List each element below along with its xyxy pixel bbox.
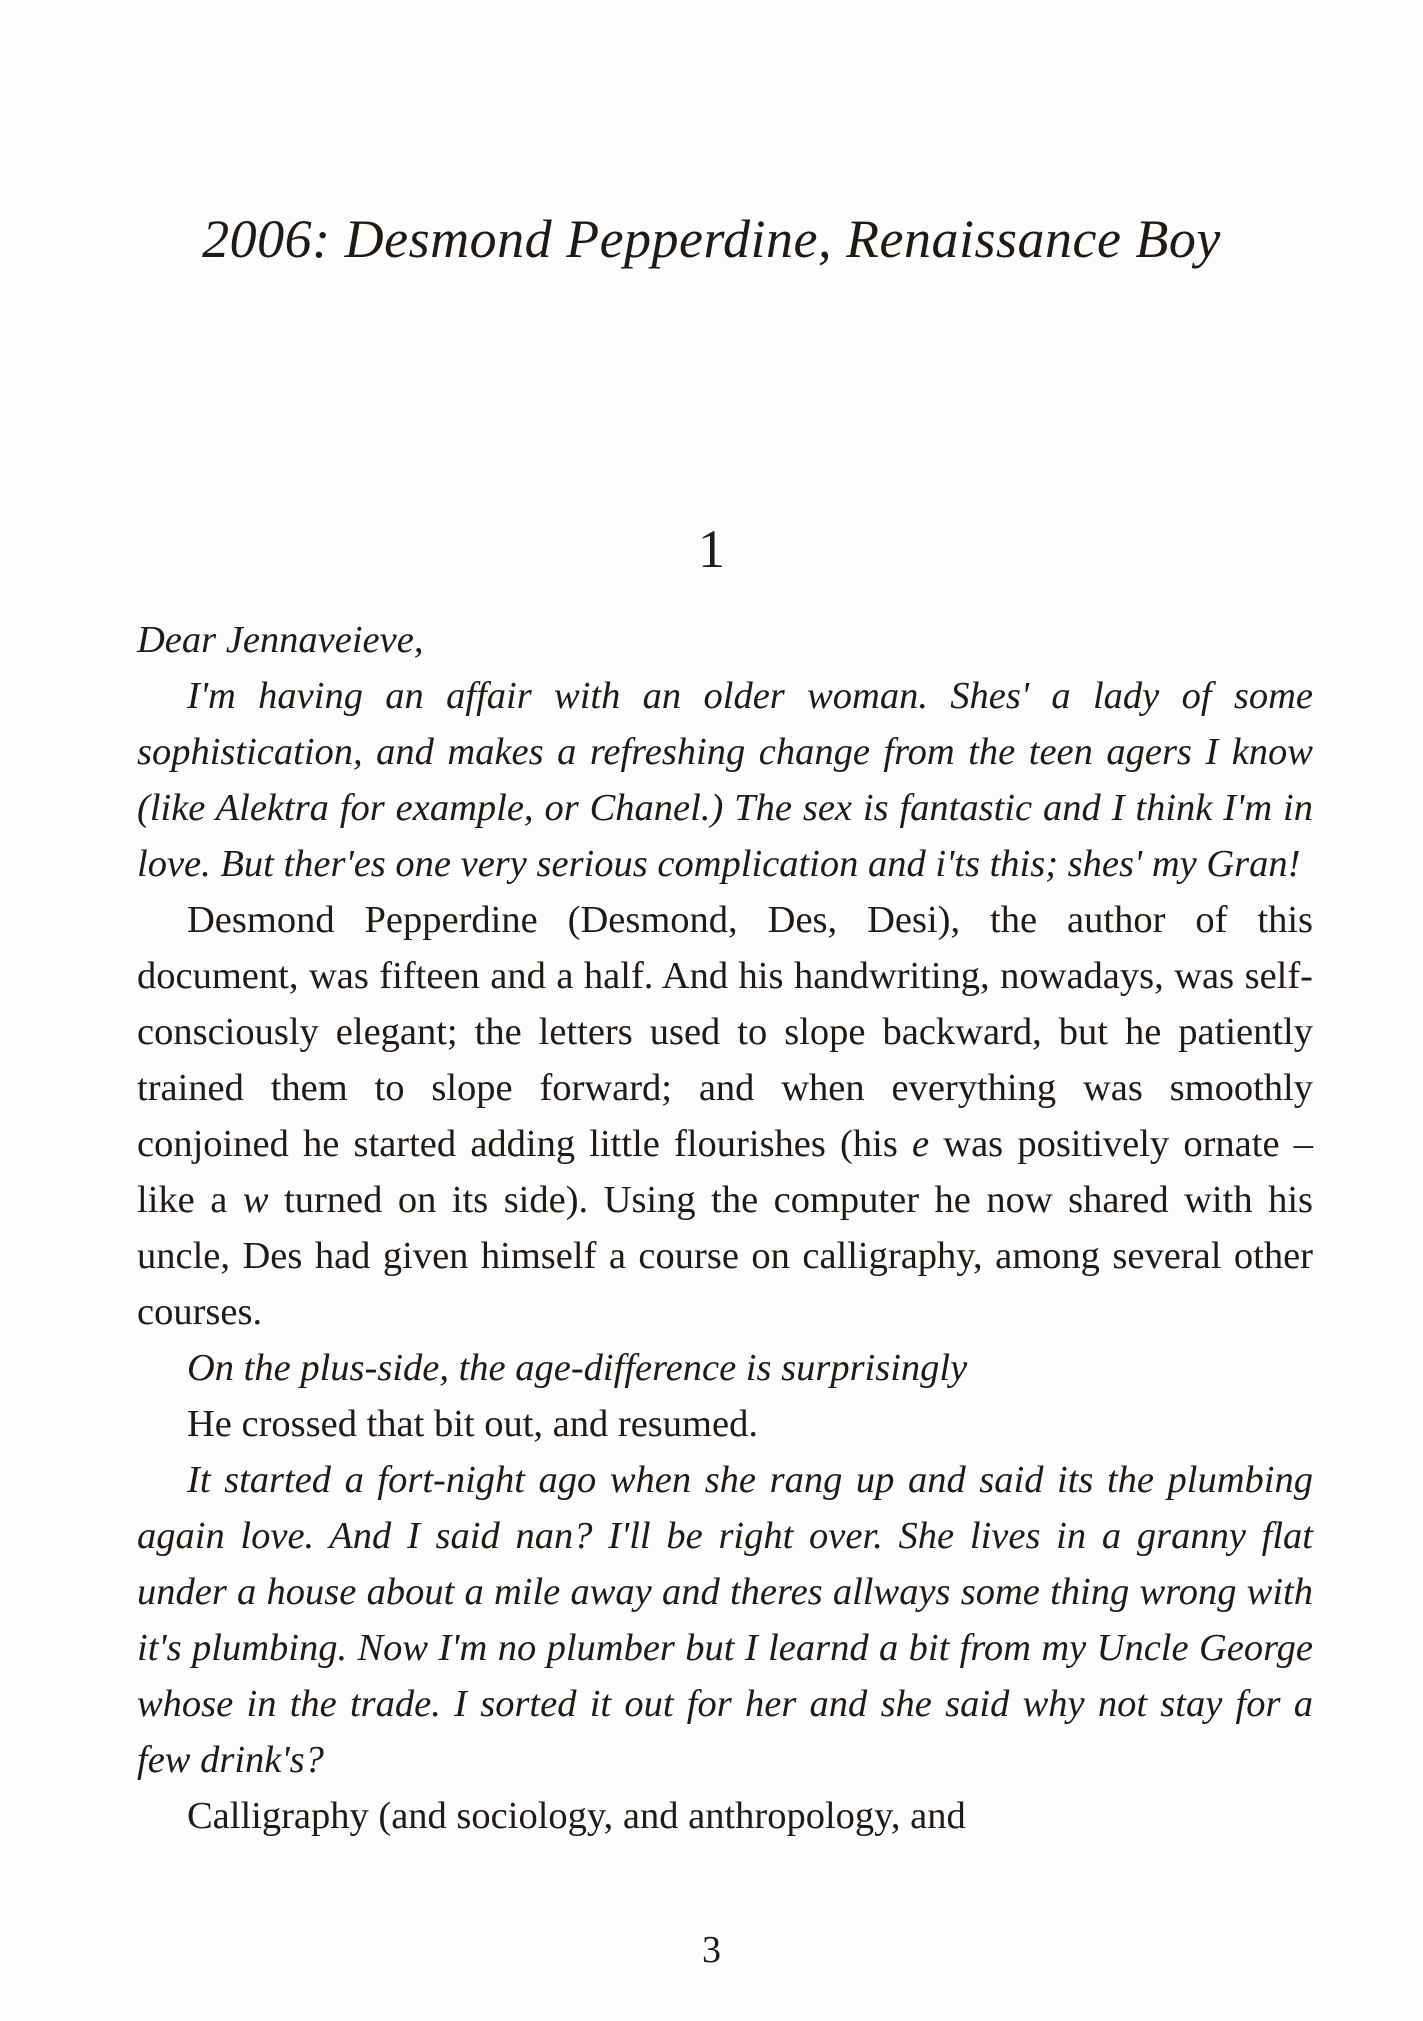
letter-paragraph: I'm having an affair with an older woman. Shes' a lady of some sophistication, and makes a refreshing change from the teen agers I know (like Alektra for example, or Chanel.) The sex is fantastic and I think I'm in love. But ther'es one very serious complication and i'ts this; shes' my Gran! [137, 675, 1313, 885]
page-number: 3 [702, 1929, 721, 1971]
narration-text: turned on its side). Using the computer he now shared with his uncle, Des had given himself a course on calligraphy, among several other courses. [137, 1179, 1313, 1333]
narration-paragraph [137, 892, 1313, 1340]
letter-paragraph: It started a fort-night ago when she rang up and said its the plumbing again love. And I said nan? I'll be right over. She lives in a granny flat under a house about a mile away and theres allways some thing wrong with it's plumbing. Now I'm no plumber but I learnd a bit from my Uncle George whose in the trade. I sorted it out for her and she said why not stay for a few drink's? [137, 1459, 1313, 1781]
narration-text: Desmond Pepperdine (Desmond, Des, Desi), the author of this document, was fifteen and a half. And his handwriting, nowadays, was self-consciously elegant; the letters used to slope backward, but he patiently trained them to slope forward; and when everything was smoothly conjoined he started adding little flourishes (his [137, 899, 1313, 1165]
letter-salutation: Dear Jennaveieve, [137, 619, 424, 661]
letter-e-glyph: e [912, 1123, 930, 1165]
narration-text: was positively ornate – like a [137, 1123, 1313, 1221]
letter-w-glyph: w [242, 1179, 269, 1221]
chapter-number: 1 [698, 519, 725, 579]
body-text [137, 612, 1313, 1844]
part-title: 2006: Desmond Pepperdine, Renaissance Boy [202, 209, 1221, 269]
narration-paragraph: He crossed that bit out, and resumed. [187, 1403, 758, 1445]
letter-paragraph: On the plus-side, the age-difference is surprisingly [187, 1347, 968, 1389]
narration-paragraph: Calligraphy (and sociology, and anthropology, and [187, 1795, 966, 1837]
